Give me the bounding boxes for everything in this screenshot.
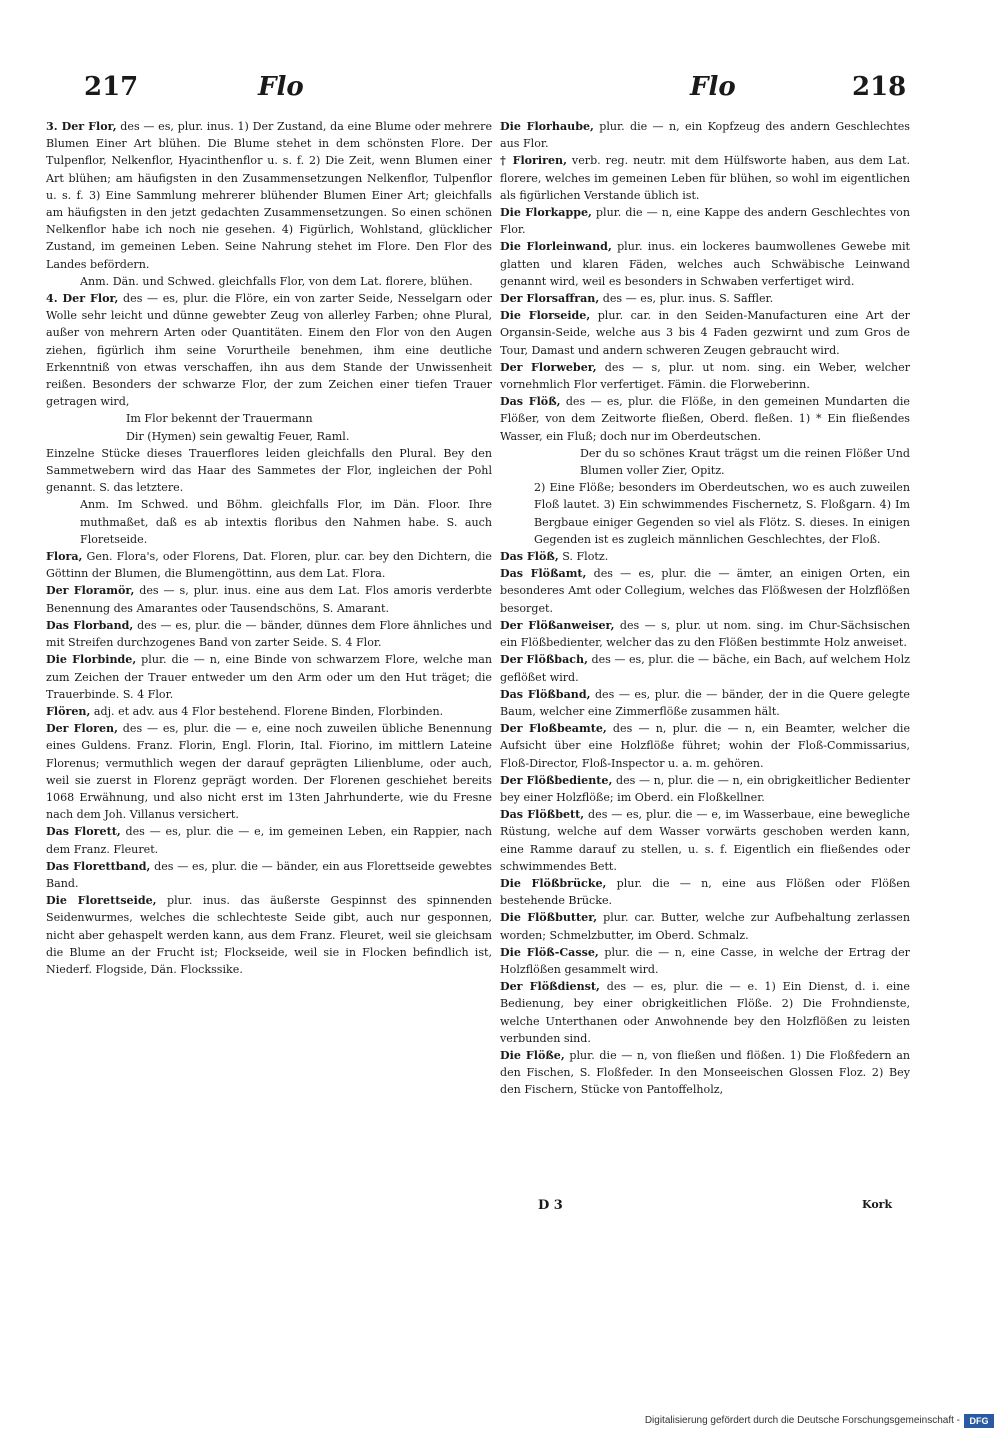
dictionary-entry xyxy=(46,582,492,616)
entry-text: S. Flotz. xyxy=(558,550,609,564)
running-head-left: Flo xyxy=(258,72,304,102)
entry-text: plur. inus. das äußerste Gespinnst des spinnenden Seidenwurmes, welches die schlechteste Seide gibt, auch nur gesponnen, nicht aber gehaspelt werden kann, aus dem Franz. Fleuret, weil sie gleichsam die Blume an der Frucht ist; Flockseide, weil sie in Flocken befindlich ist, Niederf. Flogside, Dän. Flockssike. xyxy=(46,894,492,976)
dictionary-entry xyxy=(500,565,910,617)
entry-text: adj. et adv. aus 4 Flor bestehend. Florene Binden, Florbinden. xyxy=(90,704,444,718)
entry-text: plur. die — n, eine Casse, in welche der Ertrag der Holzflößen gesammelt wird. xyxy=(500,945,910,976)
entry-headword: Das Flöß, xyxy=(500,550,559,564)
entry-headword: Das Flößband, xyxy=(500,687,591,701)
entry-headword: Die Flößbutter, xyxy=(500,911,598,925)
entry-headword: † Floriren, xyxy=(500,154,567,168)
entry-text: plur. die — n, eine Kappe des andern Geschlechtes von Flor. xyxy=(500,206,910,237)
entry-text: plur. car. in den Seiden-Manufacturen eine Art der Organsin-Seide, welche aus 3 bis 4 Faden gezwirnt und zum Gros de Tour, Damast und andern schweren Zeugen gebraucht wird. xyxy=(500,309,910,357)
entry-headword: Die Florseide, xyxy=(500,309,591,323)
dictionary-entry xyxy=(500,875,910,909)
dictionary-entry xyxy=(46,273,492,290)
entry-headword: Das Flößbett, xyxy=(500,808,585,822)
page-number-left: 217 xyxy=(84,72,139,102)
dictionary-entry xyxy=(500,307,910,359)
entry-headword: Die Flöß-Casse, xyxy=(500,945,599,959)
entry-headword: Der Flößdienst, xyxy=(500,980,600,994)
entry-headword: Die Florbinde, xyxy=(46,653,137,667)
dictionary-entry xyxy=(500,118,910,152)
entry-headword: 4. Der Flor, xyxy=(46,292,119,306)
dictionary-entry xyxy=(46,823,492,857)
entry-headword: Das Flöß, xyxy=(500,395,561,409)
entry-text: plur. inus. ein lockeres baumwollenes Gewebe mit glatten und klaren Fäden, welches auch Schwäbische Leinwand genannt wird, weil es besonders in Schwaben verfertiget wird. xyxy=(500,240,910,288)
entry-text: des — es, plur. die Flöße, in den gemeinen Mundarten die Flößer, von dem Zeitworte fließen, Oberd. fleßen. 1) * Ein fließendes Wasser, ein Fluß; doch nur im Oberdeutschen. xyxy=(500,395,910,443)
entry-text: Dir (Hymen) sein gewaltig Feuer, Raml. xyxy=(126,429,350,443)
entry-text: Im Flor bekennt der Trauermann xyxy=(126,412,313,426)
dictionary-entry xyxy=(46,720,492,823)
entry-text: plur. car. Butter, welche zur Aufbehaltung zerlassen worden; Schmelzbutter, im Oberd. Schmalz. xyxy=(500,911,910,942)
entry-text: des — es, plur. die — bänder, dünnes dem Flore ähnliches und mit Streifen durchzogenes Band von zarter Seide. S. 4 Flor. xyxy=(46,618,492,650)
dictionary-entry xyxy=(500,978,910,1047)
dictionary-entry xyxy=(46,290,492,410)
dictionary-entry xyxy=(500,772,910,806)
dictionary-entry xyxy=(500,204,910,238)
dictionary-entry xyxy=(500,806,910,875)
catchword: Kork xyxy=(862,1198,893,1211)
entry-text: des — es, plur. die — bänder, der in die Quere gelegte Baum, welcher eine Zimmerflöße zusammen hält. xyxy=(500,687,910,718)
entry-text: des — n, plur. die — n, ein Beamter, welcher die Aufsicht über eine Holzflöße führet; wohin der Floß-Commissarius, Floß-Director, Floß-Inspector u. a. m. gehören. xyxy=(500,722,911,770)
entry-text: des — es, plur. die — bäche, ein Bach, auf welchem Holz geflößet wird. xyxy=(500,653,910,684)
entry-text: des — s, plur. ut nom. sing. im Chur-Sächsischen ein Flößbedienter, welcher das zu den Flößen bestimmte Holz anweiset. xyxy=(500,618,910,650)
dictionary-entry xyxy=(500,548,910,565)
entry-headword: Der Floßbeamte, xyxy=(500,722,607,736)
entry-headword: Die Florleinwand, xyxy=(500,240,612,254)
entry-headword: Der Florsaffran, xyxy=(500,292,600,306)
dictionary-entry xyxy=(500,445,910,479)
dictionary-entry xyxy=(46,858,492,892)
entry-text: plur. die — n, eine aus Flößen oder Flößen bestehende Brücke. xyxy=(500,876,910,908)
entry-text: des — es, plur. die — e. 1) Ein Dienst, d. i. eine Bedienung, bey einer obrigkeitlichen Flöße. 2) Die Frohndienste, welche Unterthanen oder Anwohnende bey den Holzflößen zu leisten verbunden sind. xyxy=(500,980,910,1045)
entry-headword: Die Florkappe, xyxy=(500,206,592,220)
entry-headword: Der Flößbediente, xyxy=(500,773,613,787)
entry-headword: Flören, xyxy=(46,704,91,718)
running-head-right: Flo xyxy=(690,72,736,102)
entry-text: des — es, plur. die Flöre, ein von zarter Seide, Nesselgarn oder Wolle sehr leicht und dünne gewebter Zeug von allerley Farben; ohne Plural, außer von mehrern Arten oder Quantitäten. Einem den Flor von den Augen ziehen, figürlich ihm seine Vorurtheile benehmen, ihm eine deutliche Erkenntniß von etwas verschaffen, ihn aus dem Stande der Unwissenheit reißen. Besonders der schwarze Flor, der zum Zeichen einer tiefen Trauer getragen wird, xyxy=(46,292,493,409)
entry-headword: Der Floren, xyxy=(46,722,118,736)
entry-text: des — es, plur. die — e, eine noch zuweilen übliche Benennung eines Guldens. Franz. Florin, Engl. Florin, Ital. Fiorino, im mittlern Lateine Florenus; vermuthlich wegen der darauf geprägten Lilienblume, oder auch, weil sie zuerst in Florenz geprägt worden. Der Florenen geschiehet bereits 1068 Erwähnung, und also nicht erst im 13ten Jahrhunderte, wie du Fresne nach dem Joh. Villanus versichert. xyxy=(46,722,492,822)
dictionary-entry xyxy=(500,393,910,445)
footer xyxy=(0,1414,1000,1432)
dictionary-entry xyxy=(46,496,492,548)
entry-headword: Die Florhaube, xyxy=(500,120,594,133)
dfg-logo: DFG xyxy=(964,1414,994,1428)
dictionary-entry xyxy=(500,238,910,290)
entry-text: Der du so schönes Kraut trägst um die reinen Flößer Und Blumen voller Zier, Opitz. xyxy=(580,446,910,478)
entry-text: des — es, plur. inus. S. Saffler. xyxy=(599,292,774,306)
dictionary-entry xyxy=(500,359,910,393)
dictionary-entry xyxy=(46,703,492,720)
entry-headword: Die Flöße, xyxy=(500,1048,565,1062)
dictionary-entry xyxy=(46,651,492,703)
entry-text: des — es, plur. die — bänder, ein aus Florettseide gewebtes Band. xyxy=(46,859,492,890)
entry-text: Anm. Dän. und Schwed. gleichfalls Flor, von dem Lat. florere, blühen. xyxy=(80,274,473,288)
entry-headword: Der Florweber, xyxy=(500,360,597,374)
entry-text: verb. reg. neutr. mit dem Hülfsworte haben, aus dem Lat. florere, welches im gemeinen Leben für blühen, so wohl im eigentlichen als figürlichen Verstande üblich ist. xyxy=(500,154,910,202)
entry-headword: Die Flößbrücke, xyxy=(500,876,607,890)
dictionary-entry xyxy=(500,152,910,204)
entry-text: des — s, plur. ut nom. sing. ein Weber, welcher vornehmlich Flor verfertiget. Fämin. die Florweberinn. xyxy=(500,360,910,392)
footer-credit: Digitalisierung gefördert durch die Deutsche Forschungsgemeinschaft - xyxy=(644,1415,960,1426)
dictionary-entry xyxy=(46,617,492,651)
entry-headword: Das Florband, xyxy=(46,618,134,632)
entry-text: plur. die — n, eine Binde von schwarzem Flore, welche man zum Zeichen der Trauer entweder um den Arm oder um den Hut träget; die Trauerbinde. S. 4 Flor. xyxy=(46,653,492,701)
signature-mark: D 3 xyxy=(538,1198,563,1213)
dictionary-entry xyxy=(500,290,910,307)
page-number-right: 218 xyxy=(852,72,907,102)
dictionary-entry xyxy=(46,892,492,978)
dictionary-entry xyxy=(500,686,910,720)
entry-headword: Der Floramör, xyxy=(46,584,135,598)
dictionary-entry xyxy=(500,1047,910,1099)
dictionary-entry xyxy=(500,479,910,548)
entry-text: des — es, plur. inus. 1) Der Zustand, da eine Blume oder mehrere Blumen Einer Art blühen. Die Blume stehet in dem schönsten Flore. Der Tulpenflor, Nelkenflor, Hyacinthenflor u. s. f. 2) Die Zeit, wenn Blumen einer Art blühen; am häufigsten in den Zusammensetzungen Nelkenflor, Tulpenflor u. s. f. 3) Eine Sammlung mehrerer blühender Blumen Einer Art; gleichfalls am häufigsten in den jetzt gedachten Zusammensetzungen. So einen schönen Nelkenflor habe ich noch nie gesehen. 4) Figürlich, Wohlstand, glücklicher Zustand, im gemeinen Leben. Seine Nahrung stehet im Flore. Den Flor des Landes befördern. xyxy=(46,120,493,271)
entry-text: 2) Eine Flöße; besonders im Oberdeutschen, wo es auch zuweilen Floß lautet. 3) Ein schwimmendes Fischernetz, S. Floßgarn. 4) Im Bergbaue einiger Gegenden so viel als Flötz. S. dieses. In einigen Gegenden ist es zugleich männlichen Geschlechtes, der Floß. xyxy=(534,481,910,546)
dictionary-entry xyxy=(500,651,910,685)
entry-headword: Flora, xyxy=(46,550,83,564)
entry-headword: Die Florettseide, xyxy=(46,894,157,908)
entry-headword: Das Florettband, xyxy=(46,859,151,873)
entry-text: Gen. Flora's, oder Florens, Dat. Floren, plur. car. bey den Dichtern, die Göttinn der Blumen, die Blumengöttinn, aus dem Lat. Flora. xyxy=(46,550,492,581)
dictionary-entry xyxy=(46,428,492,445)
entry-text: des — es, plur. die — e, im Wasserbaue, eine bewegliche Rüstung, welche auf dem Wasser vorwärts geschoben werden kann, eine Ramme darauf zu stellen, u. s. f. Eigentlich ein fließendes oder schwimmendes Bett. xyxy=(500,808,910,873)
entry-text: des — n, plur. die — n, ein obrigkeitlicher Bedienter bey einer Holzflöße; im Oberd. ein Floßkellner. xyxy=(500,773,910,804)
dictionary-entry xyxy=(500,909,910,943)
entry-text: plur. die — n, ein Kopfzeug des andern Geschlechtes aus Flor. xyxy=(500,120,911,151)
entry-text: des — s, plur. inus. eine aus dem Lat. Flos amoris verderbte Benennung des Amarantes oder Tausendschöns, S. Amarant. xyxy=(46,584,492,615)
dictionary-entry xyxy=(46,410,492,427)
dictionary-entry xyxy=(500,720,910,772)
entry-text: Einzelne Stücke dieses Trauerflores leiden gleichfalls den Plural. Bey den Sammetwebern wird das Haar des Sammetes der Flor, ingleichen der Pohl genannt. S. das letztere. xyxy=(46,446,492,495)
entry-text: des — es, plur. die — ämter, an einigen Orten, ein besonderes Amt oder Collegium, welches das Flößwesen der Holzflößen besorget. xyxy=(500,567,910,615)
entry-headword: 3. Der Flor, xyxy=(46,120,117,133)
dictionary-entry xyxy=(46,445,492,497)
left-column xyxy=(46,118,492,978)
entry-headword: Der Flößanweiser, xyxy=(500,618,615,632)
dictionary-entry xyxy=(46,118,492,273)
right-column xyxy=(500,118,910,1099)
entry-headword: Das Florett, xyxy=(46,825,121,839)
dictionary-entry xyxy=(500,944,910,978)
dictionary-entry xyxy=(46,548,492,582)
entry-text: des — es, plur. die — e, im gemeinen Leben, ein Rappier, nach dem Franz. Fleuret. xyxy=(46,825,492,856)
entry-text: plur. die — n, von fließen und flößen. 1) Die Floßfedern an den Fischen, S. Floßfeder. In den Monseeischen Glossen Floz. 2) Bey den Fischern, Stücke von Pantoffelholz, xyxy=(500,1048,910,1097)
entry-headword: Der Flößbach, xyxy=(500,653,588,667)
entry-headword: Das Flößamt, xyxy=(500,567,587,581)
dictionary-entry xyxy=(500,617,910,651)
entry-text: Anm. Im Schwed. und Böhm. gleichfalls Flor, im Dän. Floor. Ihre muthmaßet, daß es ab intextis floribus den Nahmen habe. S. auch Floretseide. xyxy=(80,498,492,546)
